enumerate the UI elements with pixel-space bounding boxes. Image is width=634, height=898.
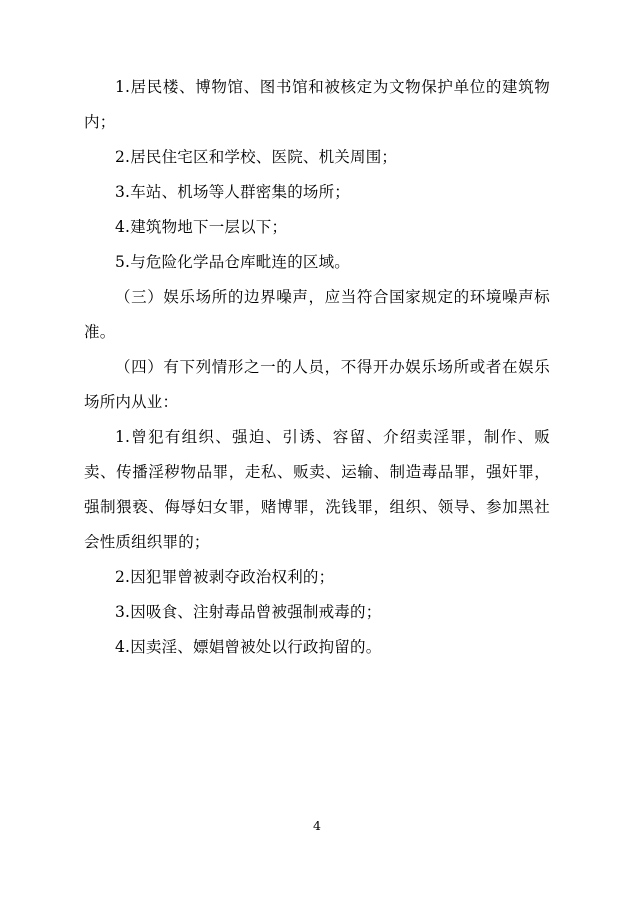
paragraph-10: 3.因吸食、注射毒品曾被强制戒毒的； (115, 603, 382, 621)
paragraph-7: （四）有下列情形之一的人员，不得开办娱乐场所或者在娱乐场所内从业： (84, 358, 550, 411)
paragraph-8: 1.曾犯有组织、强迫、引诱、容留、介绍卖淫罪，制作、贩卖、传播淫秽物品罪，走私、贩卖、运输、制造毒品罪，强奸罪，强制猥亵、侮辱妇女罪，赌博罪，洗钱罪，组织、领导、参加黑社会性质组织罪的； (84, 428, 550, 551)
page-number: 4 (313, 818, 321, 833)
paragraph-6: （三）娱乐场所的边界噪声，应当符合国家规定的环境噪声标准。 (84, 288, 550, 341)
paragraph-1: 1.居民楼、博物馆、图书馆和被核定为文物保护单位的建筑物内； (84, 78, 550, 131)
paragraph-2: 2.居民住宅区和学校、医院、机关周围； (115, 148, 398, 166)
paragraph-3: 3.车站、机场等人群密集的场所； (115, 183, 350, 201)
paragraph-9: 2.因犯罪曾被剥夺政治权利的； (115, 568, 335, 586)
paragraph-5: 5.与危险化学品仓库毗连的区域。 (115, 253, 350, 271)
document-body (84, 70, 550, 665)
paragraph-11: 4.因卖淫、嫖娼曾被处以行政拘留的。 (115, 638, 382, 656)
paragraph-4: 4.建筑物地下一层以下； (115, 218, 288, 236)
